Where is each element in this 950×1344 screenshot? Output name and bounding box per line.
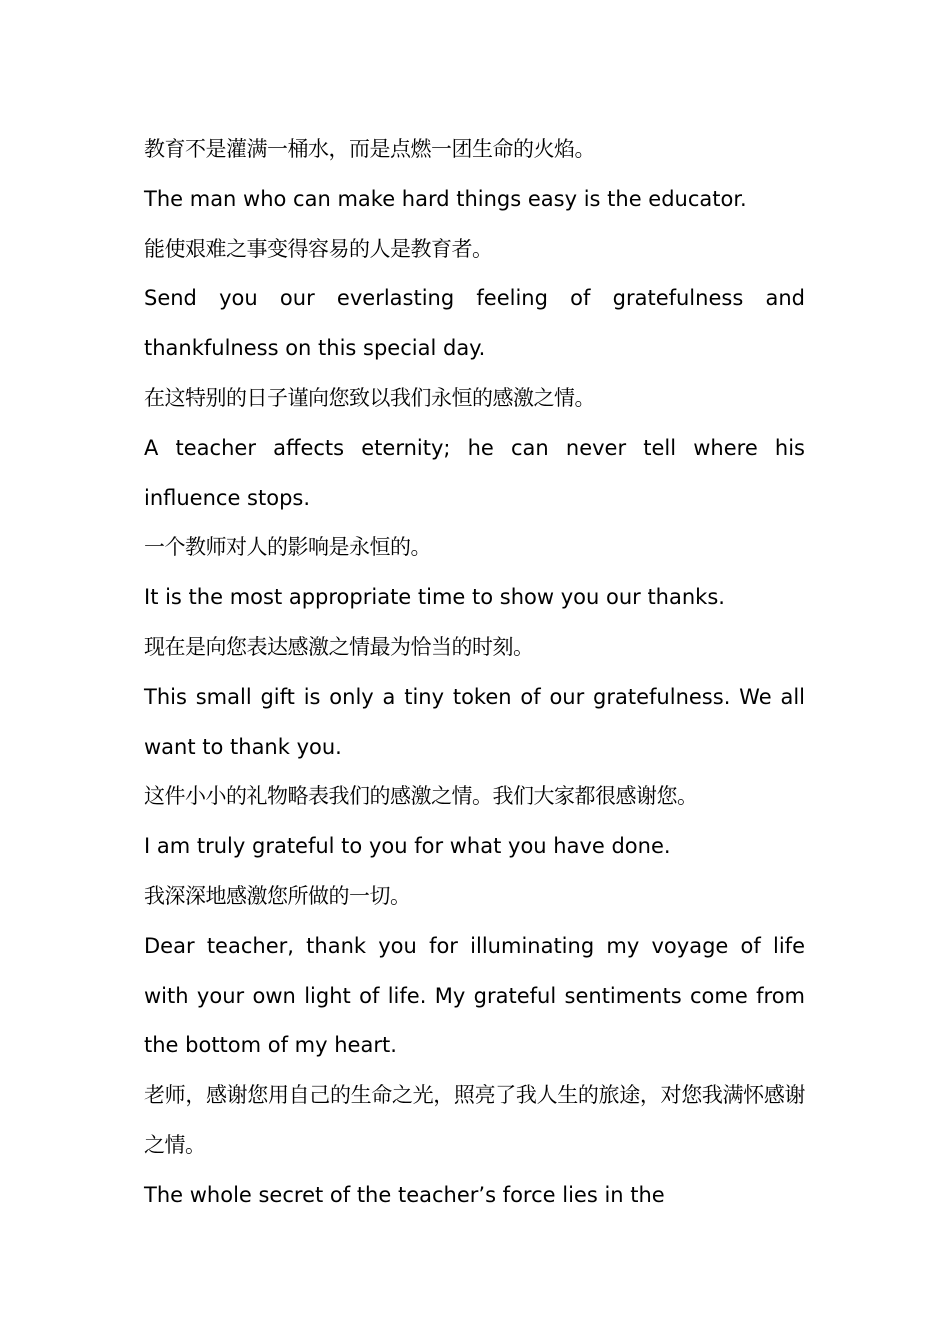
paragraph-zh: 这件小小的礼物略表我们的感激之情。我们大家都很感谢您。 [144,784,698,809]
paragraph-zh: 老师，感谢您用自己的生命之光，照亮了我人生的旅途，对您我满怀感谢之情。 [144,1083,805,1157]
paragraph-en: It is the most appropriate time to show you our thanks. [144,585,725,610]
paragraph-zh: 教育不是灌满一桶水，而是点燃一团生命的火焰。 [144,137,595,161]
paragraph-zh: 在这特别的日子谨向您致以我们永恒的感激之情。 [144,385,595,410]
paragraph-en: This small gift is only a tiny token of our gratefulness. We all want to thank you. [144,684,805,759]
paragraph-en: A teacher affects eternity; he can never tell where his influence stops. [144,435,805,510]
paragraph-en: Send you our everlasting feeling of gratefulness and thankfulness on this special day. [144,286,805,361]
paragraph-en: The man who can make hard things easy is the educator. [144,186,747,211]
paragraph-zh: 一个教师对人的影响是永恒的。 [144,535,431,560]
paragraph-zh: 现在是向您表达感激之情最为恰当的时刻。 [144,634,534,659]
paragraph-en: The whole secret of the teacher’s force lies in the [144,1182,665,1207]
paragraph-en: Dear teacher, thank you for illuminating my voyage of life with your own light of life. My grateful sentiments come from the bottom of my heart. [144,933,805,1058]
paragraph-en: I am truly grateful to you for what you have done. [144,834,671,859]
document-body [144,125,805,1221]
paragraph-zh: 我深深地感激您所做的一切。 [144,883,411,908]
paragraph-zh: 能使艰难之事变得容易的人是教育者。 [144,236,493,261]
